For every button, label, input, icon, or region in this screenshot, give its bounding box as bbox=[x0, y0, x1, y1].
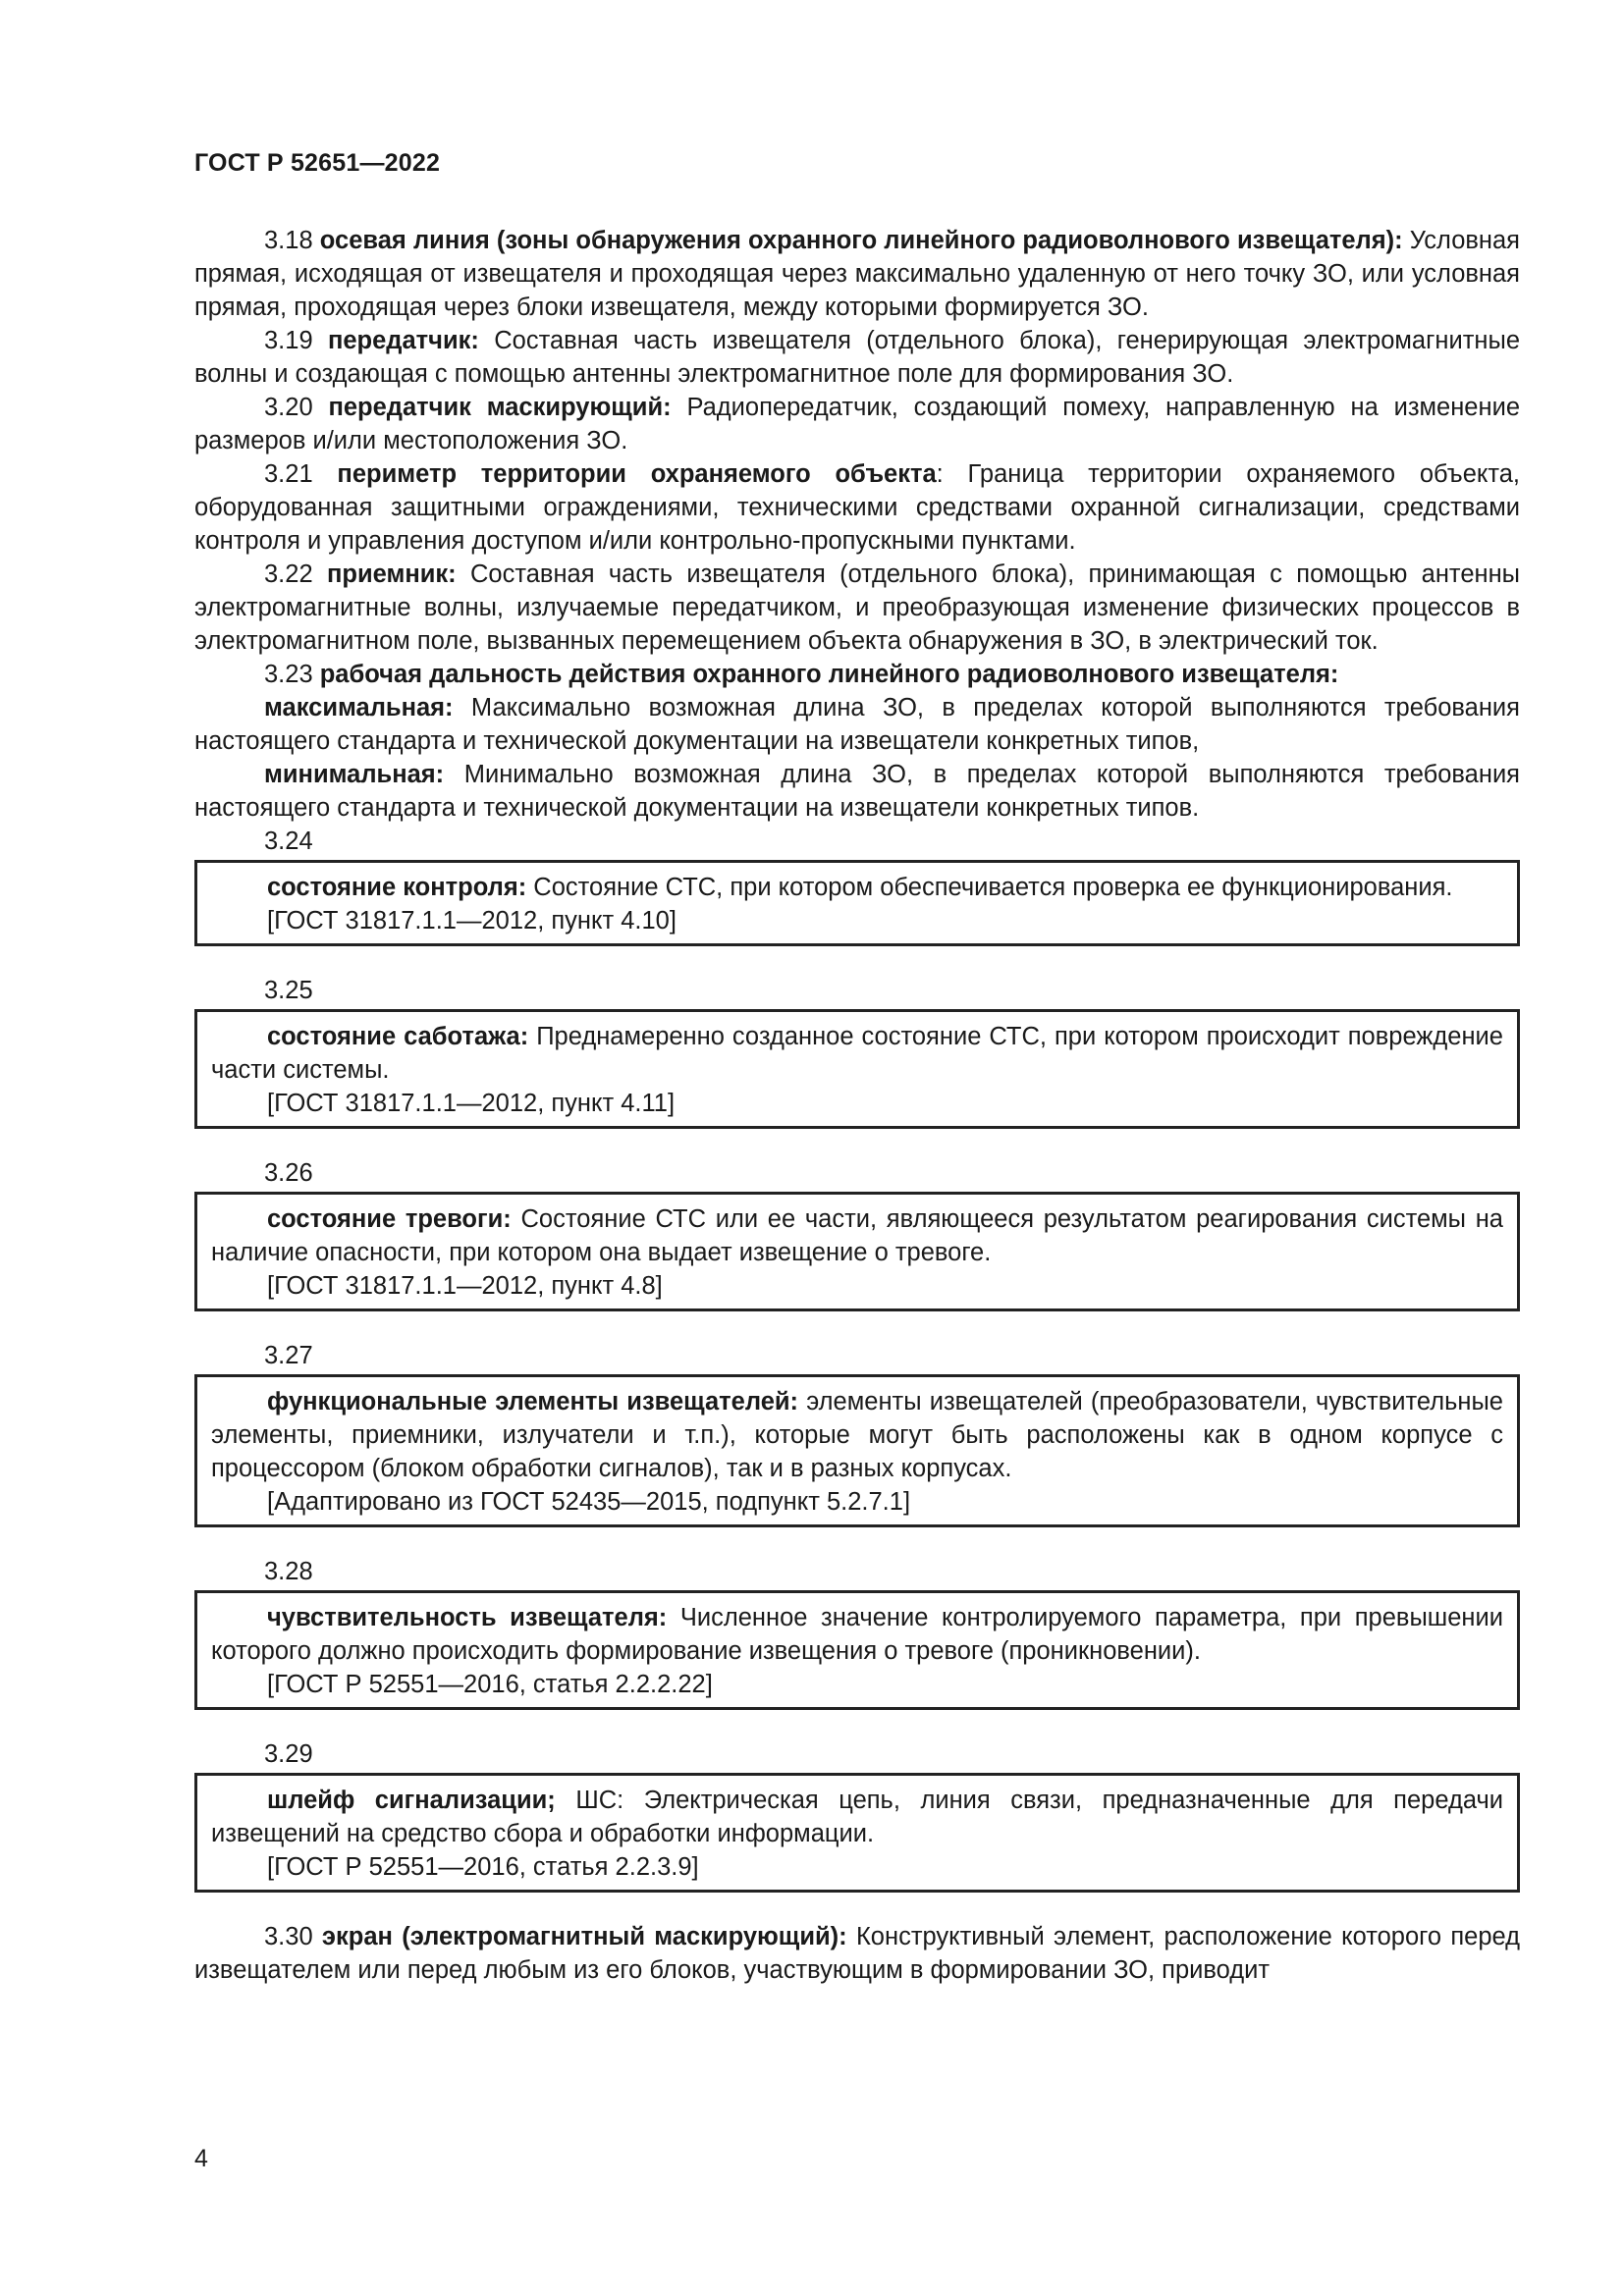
definition-text: : Граница территории охраняемого объекта, оборудованная защитными ограждениями, техническими средствами охранной сигнализации, средствами контроля и управления доступом и/или контрольно-пропускными пунктами. bbox=[194, 460, 1520, 555]
boxed-definition-paragraph bbox=[211, 1601, 1503, 1668]
definition-paragraph bbox=[194, 224, 1520, 324]
boxed-clause-number: 3.27 bbox=[264, 1342, 313, 1369]
boxed-definition bbox=[194, 1009, 1520, 1129]
sub-term-heading: максимальная: bbox=[264, 694, 454, 721]
definition-text: Составная часть извещателя (отдельного блока), генерирующая электромагнитные волны и создающая с помощью антенны электромагнитное поле для формирования ЗО. bbox=[194, 327, 1521, 388]
definition-paragraph bbox=[194, 391, 1520, 457]
boxed-clause-number: 3.28 bbox=[264, 1558, 313, 1585]
term-heading: приемник: bbox=[326, 561, 457, 588]
boxed-definition-paragraph bbox=[211, 1784, 1503, 1850]
source-reference: [ГОСТ 31817.1.1—2012, пункт 4.11] bbox=[267, 1090, 676, 1117]
term-heading: состояние саботажа: bbox=[267, 1023, 529, 1050]
definition-text: Радиопередатчик, создающий помеху, направленную на изменение размеров и/или местоположения ЗО. bbox=[194, 394, 1520, 454]
definition-text: Составная часть извещателя (отдельного блока), принимающая с помощью антенны электромагнитные волны, излучаемые передатчиком, и преобразующая изменение физических процессов в электромагнитном поле, вызванных перемещением объекта обнаружения в ЗО, в электрический ток. bbox=[194, 561, 1520, 655]
clause-number: 3.19 bbox=[264, 327, 313, 354]
boxed-definition-paragraph bbox=[211, 1385, 1503, 1485]
term-heading: шлейф сигнализации; bbox=[267, 1787, 556, 1814]
clause-number: 3.23 bbox=[264, 661, 313, 688]
definition-text: Численное значение контролируемого параметра, при превышении которого должно происходить формирование извещения о тревоге (проникновении). bbox=[211, 1604, 1503, 1665]
term-heading: функциональные элементы извещателей: bbox=[267, 1388, 799, 1415]
page-header-standard-title: ГОСТ Р 52651—2022 bbox=[194, 149, 441, 177]
source-reference: [ГОСТ 31817.1.1—2012, пункт 4.8] bbox=[267, 1272, 663, 1300]
clause-number: 3.21 bbox=[264, 460, 313, 488]
definition-paragraph bbox=[194, 324, 1520, 391]
boxed-definition bbox=[194, 1192, 1520, 1311]
sub-definition-paragraph bbox=[194, 691, 1520, 758]
term-heading: осевая линия (зоны обнаружения охранного линейного радиоволнового извещателя): bbox=[319, 227, 1403, 254]
boxed-clause-number: 3.25 bbox=[264, 977, 313, 1004]
definition-paragraph bbox=[194, 457, 1520, 558]
boxed-definition bbox=[194, 860, 1520, 946]
definition-text: Состояние СТС или ее части, являющееся результатом реагирования системы на наличие опасности, при котором она выдает извещение о тревоге. bbox=[211, 1205, 1503, 1266]
definition-paragraph bbox=[194, 658, 1520, 691]
source-reference: [ГОСТ Р 52551—2016, статья 2.2.3.9] bbox=[267, 1853, 699, 1881]
document-body bbox=[194, 224, 1520, 1987]
definition-text: Конструктивный элемент, расположение которого перед извещателем или перед любым из его блоков, участвующим в формировании ЗО, приводит bbox=[194, 1923, 1521, 1984]
boxed-definition bbox=[194, 1773, 1520, 1893]
definition-text: Преднамеренно созданное состояние СТС, при котором происходит повреждение части системы. bbox=[211, 1023, 1503, 1084]
term-heading: состояние контроля: bbox=[267, 874, 527, 901]
boxed-definition bbox=[194, 1374, 1520, 1527]
definition-paragraph bbox=[194, 1920, 1520, 1987]
clause-number: 3.30 bbox=[264, 1923, 313, 1950]
boxed-clause-number: 3.24 bbox=[264, 828, 313, 855]
page-number: 4 bbox=[194, 2145, 208, 2172]
definition-text: Состояние СТС, при котором обеспечивается проверка ее функционирования. bbox=[533, 874, 1453, 901]
term-heading: периметр территории охраняемого объекта bbox=[337, 460, 937, 488]
clause-number: 3.22 bbox=[264, 561, 313, 588]
boxed-definition-paragraph bbox=[211, 1020, 1503, 1087]
definition-text: ШС: Электрическая цепь, линия связи, предназначенные для передачи извещений на средство сбора и обработки информации. bbox=[211, 1787, 1504, 1847]
boxed-definition bbox=[194, 1590, 1520, 1710]
term-heading: передатчик: bbox=[327, 327, 479, 354]
boxed-clause-number: 3.29 bbox=[264, 1740, 313, 1768]
definition-text: элементы извещателей (преобразователи, чувствительные элементы, приемники, излучатели и т.п.), которые могут быть расположены как в одном корпусе с процессором (блоком обработки сигналов), так и в разных корпусах. bbox=[211, 1388, 1503, 1482]
term-heading: передатчик маскирующий: bbox=[328, 394, 672, 421]
term-heading: чувствительность извещателя: bbox=[267, 1604, 668, 1631]
term-heading: состояние тревоги: bbox=[267, 1205, 512, 1233]
source-reference: [ГОСТ 31817.1.1—2012, пункт 4.10] bbox=[267, 907, 677, 934]
sub-definition-text: Минимально возможная длина ЗО, в пределах которой выполняются требования настоящего стандарта и технической документации на извещатели конкретных типов. bbox=[194, 761, 1520, 822]
boxed-clause-number: 3.26 bbox=[264, 1159, 313, 1187]
source-reference: [ГОСТ Р 52551—2016, статья 2.2.2.22] bbox=[267, 1671, 713, 1698]
term-heading: экран (электромагнитный маскирующий): bbox=[321, 1923, 847, 1950]
sub-definition-paragraph bbox=[194, 758, 1520, 825]
clause-number: 3.20 bbox=[264, 394, 313, 421]
sub-definition-text: Максимально возможная длина ЗО, в пределах которой выполняются требования настоящего стандарта и технической документации на извещатели конкретных типов, bbox=[194, 694, 1520, 755]
sub-term-heading: минимальная: bbox=[264, 761, 445, 788]
definition-text: Условная прямая, исходящая от извещателя и проходящая через максимально удаленную от него точку ЗО, или условная прямая, проходящая через блоки извещателя, между которыми формируется ЗО. bbox=[194, 227, 1520, 321]
boxed-definition-paragraph bbox=[211, 1202, 1503, 1269]
clause-number: 3.18 bbox=[264, 227, 313, 254]
boxed-definition-paragraph bbox=[211, 871, 1503, 904]
definition-paragraph bbox=[194, 558, 1520, 658]
term-heading: рабочая дальность действия охранного линейного радиоволнового извещателя: bbox=[319, 661, 1339, 688]
source-reference: [Адаптировано из ГОСТ 52435—2015, подпункт 5.2.7.1] bbox=[267, 1488, 911, 1516]
